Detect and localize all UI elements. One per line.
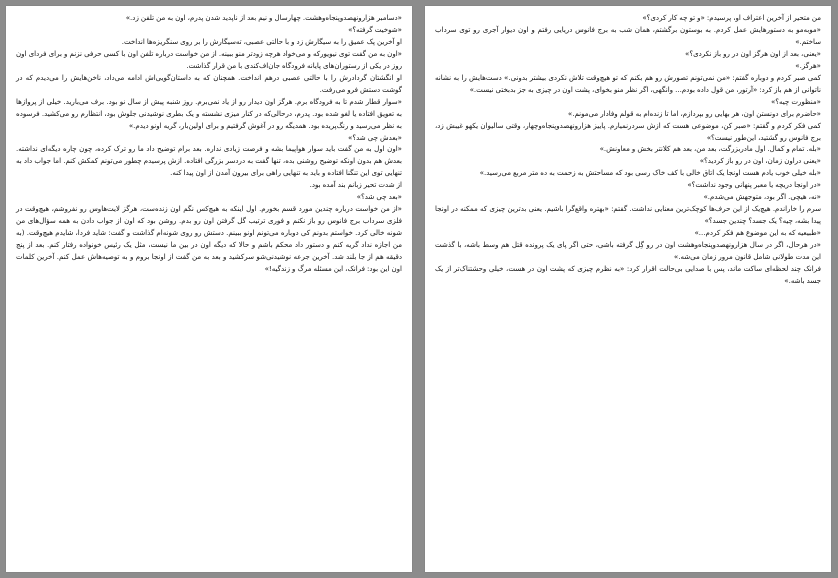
paragraph: او آخرین پک عمیق را به سیگارش زد و با حالتی عصبی، ته‌سیگارش را بر روی سنگریزه‌ها انداخت. bbox=[121, 36, 402, 46]
paragraph: کمی صبر کردم و دوباره گفتم: «من نمی‌تونم تصورش رو هم بکنم که تو هیچ‌وقت تلاش نکردی بیشتر بدونی.» دست‌هایش را به نشانه ناتوانی از هم باز کرد: «آرتور، من قول داده بودم... وانگهی، اگر نظر منو بخوای، پشت اون در چیزی به جز بدبختی نیست.» bbox=[435, 72, 821, 94]
paragraph: «از من خواست درباره چندین مورد قسم بخورم. اول اینکه به هیچ‌کس نگم اون زنده‌ست، هرگز لایت‌هاوس رو نفروشم، هیچ‌وقت در فلزی سرداب برج فانوس رو باز نکنم و فوری ترتیب گل گرفتن اون رو بدم. روشن بود که اون از جواب دادن به همه سؤال‌های من شونه خالی کرد. خواستم بدونم کی دوباره می‌تونم اونو ببینم. دستش رو روی شونه‌ام گذاشت و گفت: شاید فردا، شایدم هیچ‌وقت. (به من اجازه نداد گریه کنم و دستور داد محکم باشم و حالا که دیگه اون در بین ما نیست، مثل یک رئیس خونواده رفتار کنم. بعد از پنج دقیقه هم از جا بلند شد. آخرین جرعه نوشیدنی‌شو سرکشید و بعد به من گفت از اونجا بروم و به توصیه‌هاش عمل کنم. آخرین کلمات اون این بود: فرانک، این مسئله مرگ و زندگیه!» bbox=[16, 204, 402, 274]
paragraph: «اون اول به من گفت باید سوار هواپیما بشه و فرصت زیادی نداره. بعد برام توضیح داد ما رو ترک کرده، چون چاره دیگه‌ای نداشته. بعدش هم بدون اونکه توضیح روشنی بده، تنها گفت به دردسر بزرگی افتاده. ازش پرسیدم چطور می‌تونم کمکش کنم. اما جواب داد به تنهایی توی این تنگنا افتاده و باید به تنهایی راهی برای بیرون آمدن از اون پیدا کنه. bbox=[16, 144, 402, 178]
paragraph: «در هرحال، اگر در سال هزارونهصدوپنجاه‌وهشت اون در رو گِل گرفته باشی، حتی اگر پای یک پرونده قتل هم وسط باشه، با گذشت این مدت طولانی شامل قانون مرور زمان می‌شه.» bbox=[435, 240, 821, 262]
paragraph: من متحیر از آخرین اعتراف او، پرسیدم: «و تو چه کار کردی؟» bbox=[642, 13, 821, 22]
paragraph: از شدت تحیر زبانم بند آمده بود. bbox=[309, 180, 402, 190]
right-page bbox=[425, 6, 831, 572]
paragraph: «طبیعیه که به این موضوع هم فکر کردم...» bbox=[694, 228, 821, 238]
paragraph: سرم را خاراندم. هیچ‌یک از این حرف‌ها کوچک‌ترین معنایی نداشت. گفتم: «بهتره واقع‌گرا باشیم. یعنی بدترین چیزی که ممکنه در اونجا پیدا بشه، چیه؟ یک جسد؟ چندین جسد؟» bbox=[435, 204, 821, 226]
paragraph: «موبه‌مو به دستورهایش عمل کردم. به بوستون برگشتم، همان شب به برج فانوس دریایی رفتم و اون دیوار آجری رو توی سرداب ساختم.» bbox=[435, 24, 821, 46]
paragraph: «شوخیت گرفته؟» bbox=[348, 24, 402, 34]
paragraph: «هرگز.» bbox=[795, 60, 821, 70]
paragraph: او انگشتان گردادرش را با حالتی عصبی درهم انداخت. همچنان که به داستان‌گویی‌اش ادامه می‌داد، ناخن‌هایش را می‌دیدم که در گوشت دستش فرو می‌رفت. bbox=[16, 72, 402, 94]
paragraph: «بله خیلی خوب یادم هست اونجا یک اتاق خالی با کف خاک رسی بود که مساحتش به زحمت به ده متر مربع می‌رسید.» bbox=[479, 168, 821, 178]
paragraph: کمی فکر کردم و گفتم: «صبر کن، موضوعی هست که ازش سردرنمیارم. پاییز هزارونهصدوپنجاه‌وچهار، وقتی سالیوان یکهو غیبش زد، برج فانوس رو گشتید، این‌طور نیست؟» bbox=[435, 120, 821, 142]
paragraph: «بعدش چی شد؟» bbox=[348, 132, 402, 142]
paragraph: «اون به من گفت توی نیویورکه و می‌خواد هرچه زودتر منو ببینه. از من خواست درباره تلفن اون با کسی حرفی نزنم و برای فردای اون روز در یکی از رستوران‌های پایانه فرودگاه جان‌اف‌کندی با من قرار گذاشت. bbox=[16, 48, 402, 70]
left-page bbox=[6, 6, 412, 572]
paragraph: «دسامبر هزارونهصدوپنجاه‌وهشت. چهارسال و نیم بعد از ناپدید شدن پدرم، اون به من تلفن زد.» bbox=[125, 13, 402, 22]
paragraph: «نه، هیچی. اگر بود، متوجهش می‌شدم.» bbox=[703, 192, 821, 202]
paragraph: «بله. تمام و کمال. اول مادربزرگت، بعد من، بعد هم کلانتر بخش و معاونش.» bbox=[599, 144, 821, 154]
paragraph: «یعنی دراون زمان، اون در رو باز کردید؟» bbox=[699, 156, 821, 166]
paragraph: «یعنی، بعد از اون هرگز اون در رو باز نکردی؟» bbox=[685, 48, 821, 58]
paragraph: فرانک چند لحظه‌ای ساکت ماند، پس با صدایی بی‌حالت اقرار کرد: «به نظرم چیزی که پشت اون در هست، خیلی وحشتناک‌تر از یک جسد باشه.» bbox=[435, 264, 821, 285]
paragraph: «منظورت چیه؟» bbox=[770, 96, 821, 106]
paragraph: «بعد چی شد؟» bbox=[356, 192, 402, 202]
paragraph: «حاضرم برای دونستن اون، هر بهایی رو بپردازم، اما تا زنده‌ام به قولم وفادار می‌مونم.» bbox=[567, 108, 821, 118]
paragraph: «در اونجا دریچه یا معبر پنهانی وجود نداشت؟» bbox=[687, 180, 821, 190]
paragraph: «سوار قطار شدم تا به فرودگاه برم. هرگز اون دیدار رو از یاد نمی‌برم. روز شنبه پیش از سال نو بود. برف می‌بارید. خیلی از پروازها به تعویق افتاده یا لغو شده بود. پدرم، درحالی‌که در کنار میزی نشسته و یک بطری نوشیدنی جلوش بود، انتظارم رو می‌کشید. فرسوده به نظر می‌رسید و رنگ‌پریده بود. همدیگه رو در آغوش گرفتیم و برای اولین‌بار، گریه اونو دیدم.» bbox=[16, 96, 402, 130]
